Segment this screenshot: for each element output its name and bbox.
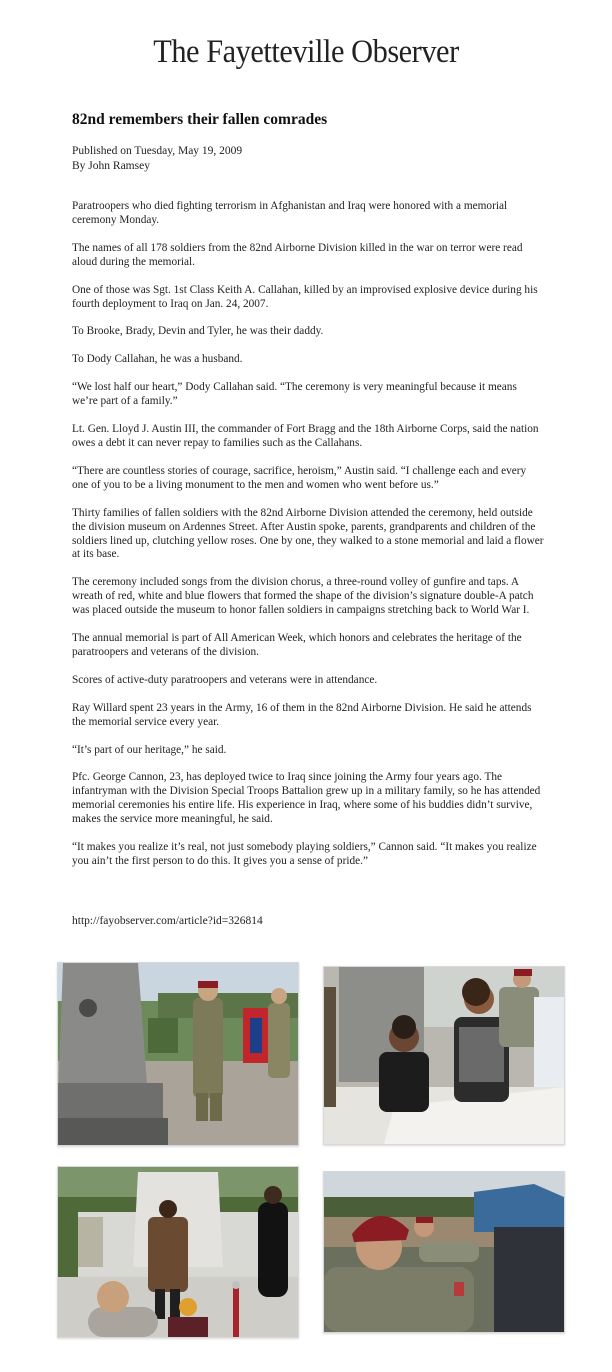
paragraph: “We lost half our heart,” Dody Callahan said. “The ceremony is very meaningful because it means we’re part of a family.” bbox=[72, 381, 517, 408]
paragraph: The names of all 178 soldiers from the 82nd Airborne Division killed in the war on terror were read aloud during the memorial. bbox=[72, 241, 523, 268]
paragraph: Ray Willard spent 23 years in the Army, 16 of them in the 82nd Airborne Division. He said he attends the memorial service every year. bbox=[72, 701, 532, 728]
paragraph: Paratroopers who died fighting terrorism in Afghanistan and Iraq were honored with a memorial ceremony Monday. bbox=[72, 200, 508, 226]
photo-soldiers-saluting bbox=[323, 1171, 565, 1333]
author: By John Ramsey bbox=[72, 159, 150, 172]
byline bbox=[72, 144, 242, 173]
paragraph: The annual memorial is part of All American Week, which honors and celebrates the heritage of the paratroopers and veterans of the division. bbox=[72, 632, 522, 658]
paragraph: One of those was Sgt. 1st Class Keith A. Callahan, killed by an improvised explosive device during his fourth deployment to Iraq on Jan. 24, 2007. bbox=[72, 283, 538, 310]
paragraph: To Brooke, Brady, Devin and Tyler, he was their daddy. bbox=[72, 325, 324, 338]
masthead-logo: The Fayetteville Observer bbox=[153, 34, 459, 70]
paragraph: Lt. Gen. Lloyd J. Austin III, the commander of Fort Bragg and the 18th Airborne Corps, said the nation owes a debt it can never repay to families such as the Callahans. bbox=[72, 423, 539, 449]
source-url-link[interactable]: http://fayobserver.com/article?id=326814 bbox=[72, 915, 263, 927]
paragraph: “There are countless stories of courage, sacrifice, heroism,” Austin said. “I challenge each and every one of you to be a living monument to the men and women who went before us.” bbox=[72, 464, 527, 491]
paragraph: Scores of active-duty paratroopers and veterans were in attendance. bbox=[72, 673, 378, 686]
publish-date: Published on Tuesday, May 19, 2009 bbox=[72, 145, 243, 157]
photo-family-at-memorial bbox=[323, 966, 565, 1145]
paragraph: “It’s part of our heritage,” he said. bbox=[72, 743, 227, 756]
paragraph: The ceremony included songs from the division chorus, a three-round volley of gunfire and taps. A wreath of red, white and blue flowers that formed the shape of the division’s signature double-A patch was placed outside the museum to honor fallen soldiers in campaigns stretching back to World War I. bbox=[72, 576, 534, 617]
paragraph: Pfc. George Cannon, 23, has deployed twice to Iraq since joining the Army four years ago. The infantryman with the Division Special Troops Battalion grew up in a military family, so he has attended memorial ceremonies his entire life. His experience in Iraq, where some of his buddies didn’t survive, makes the service more meaningful, he said. bbox=[72, 771, 541, 826]
paragraph: Thirty families of fallen soldiers with the 82nd Airborne Division attended the ceremony, held outside the division museum on Ardennes Street. After Austin spoke, parents, grandparents and children of the soldiers lined up, clutching yellow roses. One by one, they walked to a stone memorial and laid a flower at its base. bbox=[72, 506, 544, 561]
paragraph: “It makes you realize it’s real, not just somebody playing soldiers,” Cannon said. “It makes you realize you ain’t the first person to do this. It gives you a sense of pride.” bbox=[72, 841, 537, 867]
article-headline: 82nd remembers their fallen comrades bbox=[72, 111, 328, 128]
paragraph: To Dody Callahan, he was a husband. bbox=[72, 353, 243, 366]
photo-visitors-approach bbox=[57, 1166, 299, 1338]
photo-wreath-laying bbox=[57, 962, 299, 1146]
article-body bbox=[72, 200, 544, 883]
